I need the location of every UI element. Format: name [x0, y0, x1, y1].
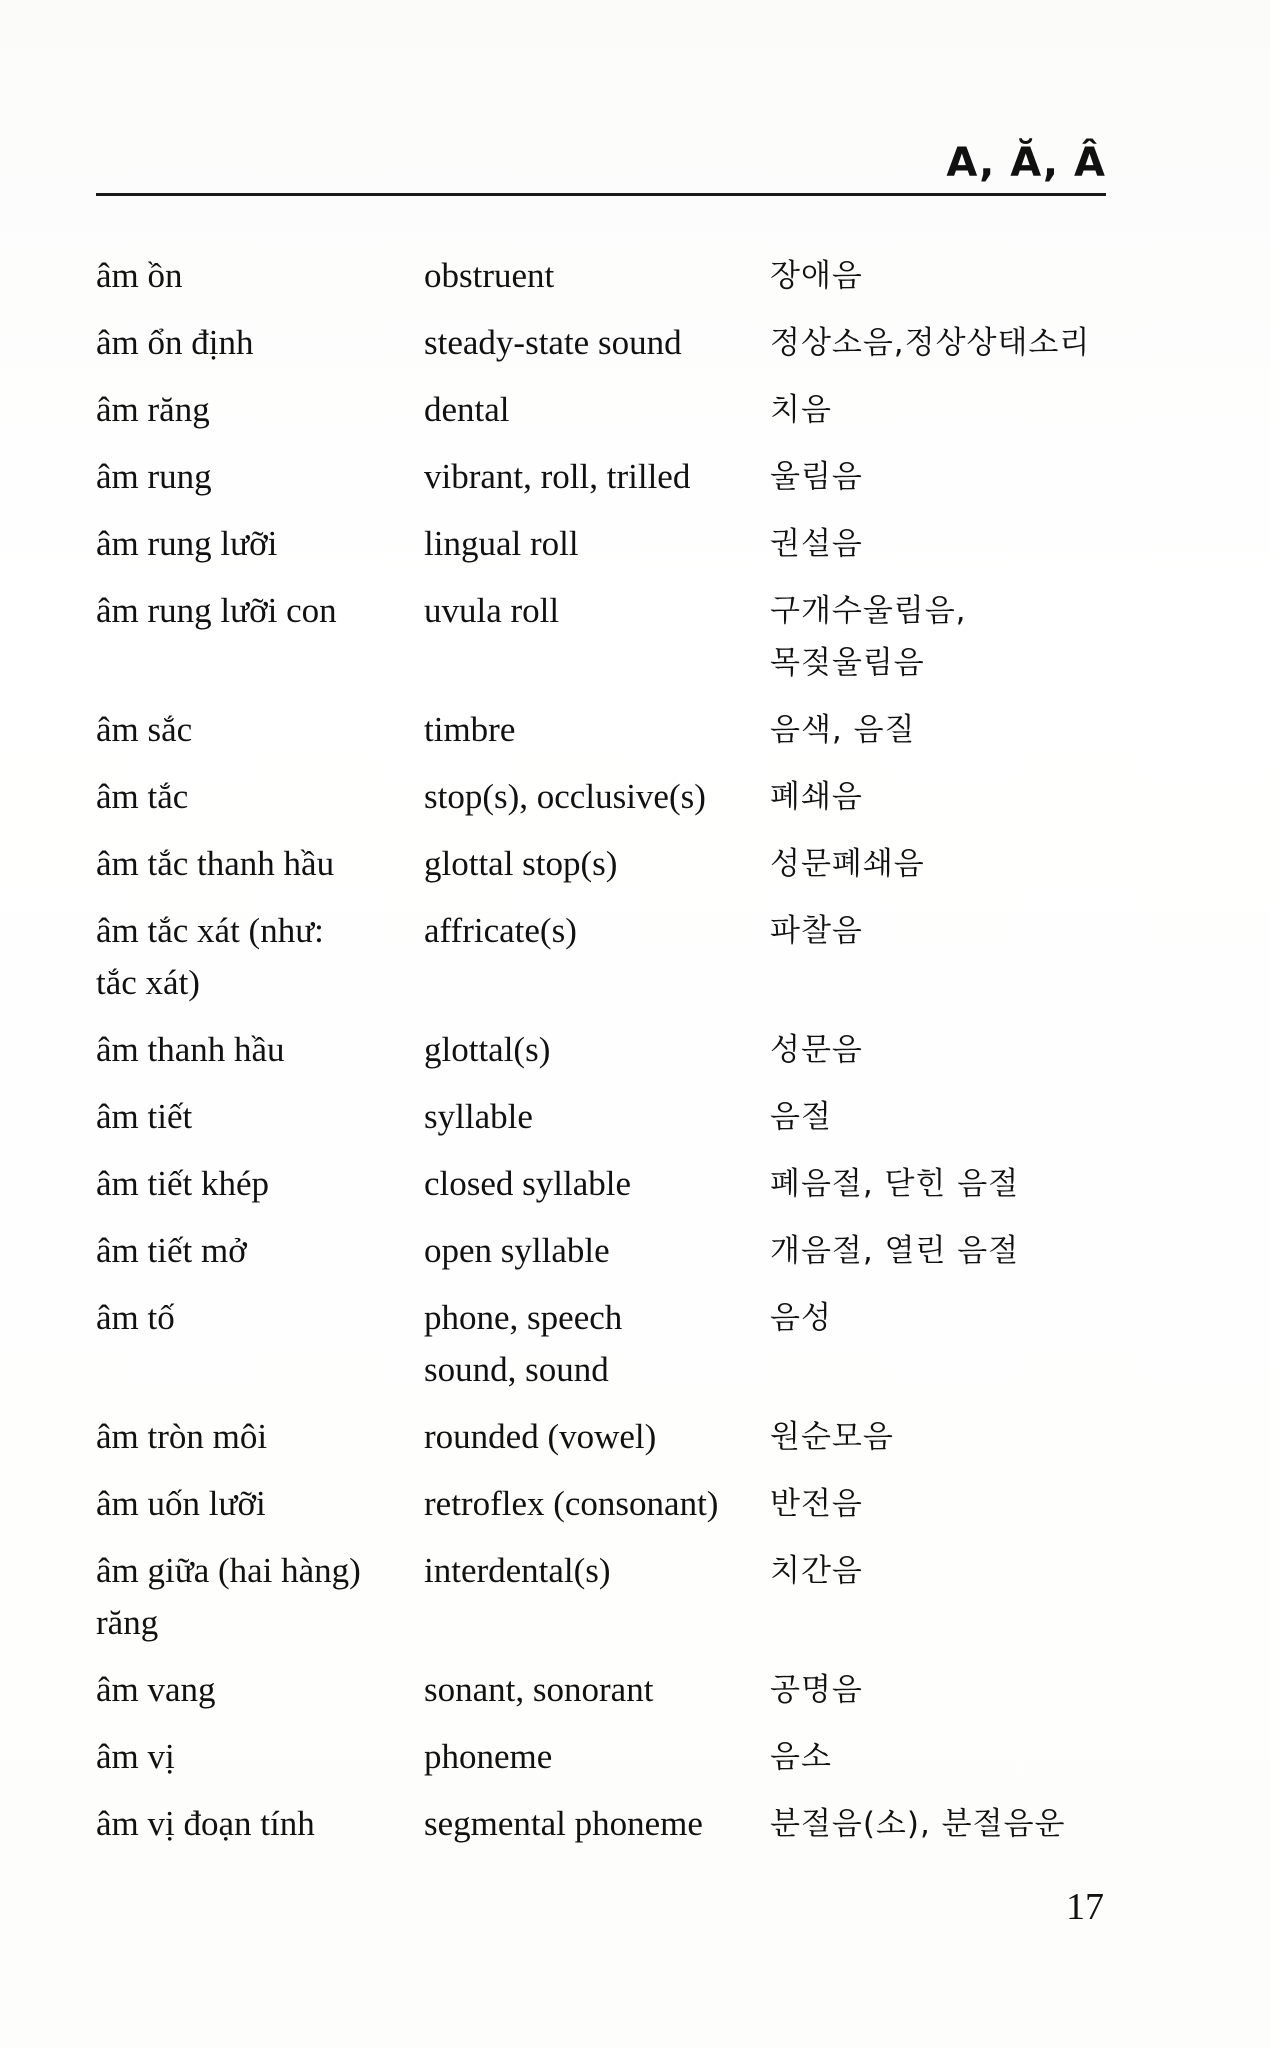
vietnamese-term: âm tiết mở [96, 1231, 247, 1270]
english-term: glottal(s) [424, 1030, 551, 1069]
english-term: timbre [424, 710, 516, 749]
vietnamese-term: âm tắc xát (như: tắc xát) [96, 911, 324, 1002]
korean-term: 개음절, 열린 음절 [770, 1233, 1020, 1269]
english-term: phone, speech sound, sound [424, 1298, 623, 1389]
korean-term: 성문음 [770, 1032, 863, 1068]
glossary-row [96, 384, 1116, 436]
english-term: rounded (vowel) [424, 1417, 657, 1456]
glossary-row [96, 905, 1116, 1009]
vietnamese-term: âm uốn lưỡi [96, 1484, 266, 1523]
korean-term: 원순모음 [770, 1419, 894, 1455]
korean-term: 공명음 [770, 1672, 863, 1708]
korean-term: 구개수울림음, 목젖울림음 [770, 593, 967, 681]
korean-term: 성문폐쇄음 [770, 846, 925, 882]
korean-term: 폐쇄음 [770, 779, 863, 815]
english-term: syllable [424, 1097, 533, 1136]
korean-term: 음성 [770, 1300, 832, 1336]
vietnamese-term: âm rung lưỡi [96, 524, 278, 563]
glossary-row [96, 1411, 1116, 1463]
vietnamese-term: âm tắc thanh hầu [96, 844, 335, 883]
english-term: obstruent [424, 256, 555, 295]
english-term: interdental(s) [424, 1551, 611, 1590]
korean-term: 정상소음,정상상태소리 [770, 325, 1091, 361]
korean-term: 분절음(소), 분절음운 [770, 1806, 1066, 1842]
vietnamese-term: âm giữa (hai hàng) răng [96, 1551, 361, 1642]
glossary-row [96, 1225, 1116, 1277]
glossary-row [96, 771, 1116, 823]
english-term: retroflex (consonant) [424, 1484, 719, 1523]
vietnamese-term: âm răng [96, 390, 210, 429]
korean-term: 음절 [770, 1099, 832, 1135]
glossary-row [96, 1798, 1116, 1850]
english-term: steady-state sound [424, 323, 682, 362]
english-term: dental [424, 390, 510, 429]
korean-term: 치음 [770, 392, 832, 428]
header-rule [96, 193, 1106, 196]
korean-term: 폐음절, 닫힌 음절 [770, 1166, 1020, 1202]
english-term: segmental phoneme [424, 1804, 703, 1843]
glossary-row [96, 518, 1116, 570]
glossary-row [96, 1664, 1116, 1716]
vietnamese-term: âm rung lưỡi con [96, 591, 337, 630]
vietnamese-term: âm tố [96, 1298, 175, 1337]
vietnamese-term: âm tiết [96, 1097, 193, 1136]
page-number: 17 [1066, 1886, 1104, 1928]
english-term: lingual roll [424, 524, 579, 563]
english-term: stop(s), occlusive(s) [424, 777, 706, 816]
glossary-entries [96, 250, 1116, 1865]
glossary-row [96, 1292, 1116, 1396]
english-term: sonant, sonorant [424, 1670, 654, 1709]
korean-term: 파찰음 [770, 913, 863, 949]
vietnamese-term: âm vị đoạn tính [96, 1804, 315, 1843]
glossary-row [96, 1478, 1116, 1530]
glossary-row [96, 1731, 1116, 1783]
vietnamese-term: âm rung [96, 457, 212, 496]
vietnamese-term: âm ổn định [96, 323, 254, 362]
glossary-row [96, 451, 1116, 503]
section-letters: A, Ă, Â [946, 140, 1106, 186]
glossary-row [96, 585, 1116, 689]
korean-term: 음소 [770, 1739, 832, 1775]
vietnamese-term: âm thanh hầu [96, 1030, 285, 1069]
vietnamese-term: âm tiết khép [96, 1164, 270, 1203]
english-term: phoneme [424, 1737, 553, 1776]
english-term: closed syllable [424, 1164, 632, 1203]
vietnamese-term: âm tròn môi [96, 1417, 268, 1456]
glossary-row [96, 1024, 1116, 1076]
english-term: affricate(s) [424, 911, 577, 950]
vietnamese-term: âm vị [96, 1737, 175, 1776]
english-term: uvula roll [424, 591, 560, 630]
vietnamese-term: âm tắc [96, 777, 189, 816]
glossary-row [96, 1158, 1116, 1210]
glossary-row [96, 250, 1116, 302]
vietnamese-term: âm vang [96, 1670, 216, 1709]
korean-term: 울림음 [770, 459, 863, 495]
english-term: open syllable [424, 1231, 610, 1270]
korean-term: 권설음 [770, 526, 863, 562]
english-term: vibrant, roll, trilled [424, 457, 691, 496]
glossary-row [96, 317, 1116, 369]
english-term: glottal stop(s) [424, 844, 618, 883]
korean-term: 장애음 [770, 258, 863, 294]
glossary-row [96, 1545, 1116, 1649]
korean-term: 음색, 음질 [770, 712, 916, 748]
vietnamese-term: âm sắc [96, 710, 193, 749]
glossary-row [96, 1091, 1116, 1143]
korean-term: 반전음 [770, 1486, 863, 1522]
page-header [96, 132, 1106, 196]
korean-term: 치간음 [770, 1553, 863, 1589]
glossary-row [96, 704, 1116, 756]
glossary-row [96, 838, 1116, 890]
vietnamese-term: âm ồn [96, 256, 183, 295]
